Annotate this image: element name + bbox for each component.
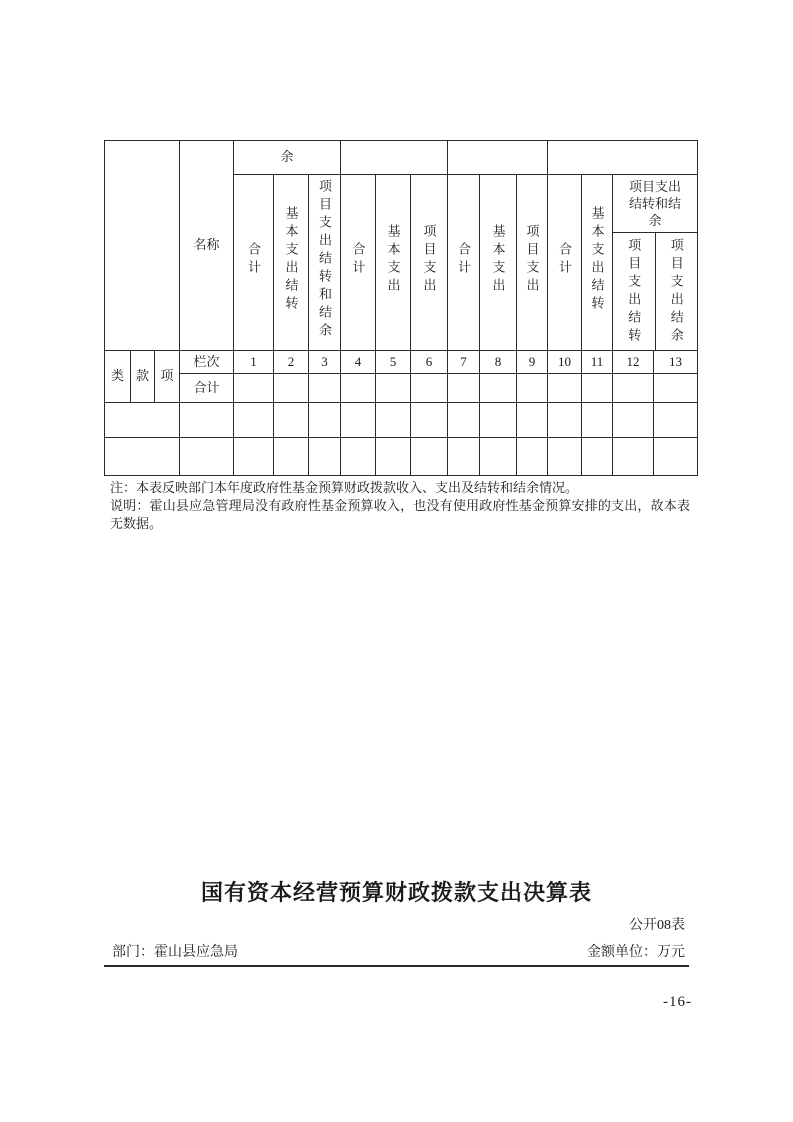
empty-row1-category-cell [105, 403, 180, 438]
empty-row1-name-cell [180, 403, 234, 438]
total-cell-6 [411, 374, 448, 403]
total-cell-9 [517, 374, 548, 403]
total-row-label-cell: 合计 [180, 374, 234, 403]
table-explanation: 说明：霍山县应急管理局没有政府性基金预算收入，也没有使用政府性基金预算安排的支出，故本表无数据。 [110, 498, 690, 531]
col-header-11 [582, 175, 613, 351]
col-header-12-label: 项目支出结转 [626, 237, 642, 346]
gov-fund-budget-table [104, 140, 698, 476]
col-header-4-label: 合计 [350, 242, 366, 279]
col-header-2 [274, 175, 309, 351]
empty-data-cell [654, 438, 698, 476]
col-header-13-label: 项目支出结余 [668, 237, 684, 346]
empty-data-cell [480, 403, 517, 438]
total-cell-11 [582, 374, 613, 403]
total-cell-4 [341, 374, 376, 403]
empty-row2-category-cell [105, 438, 180, 476]
empty-data-cell [448, 438, 480, 476]
empty-data-cell [480, 438, 517, 476]
col-header-9-label: 项目支出 [524, 224, 540, 297]
empty-data-cell [548, 438, 582, 476]
column-number-7: 7 [448, 351, 480, 374]
col-header-7-label: 合计 [456, 242, 472, 279]
col-header-2-label: 基本支出结转 [283, 206, 299, 315]
empty-row2-name-cell [180, 438, 234, 476]
col-header-6-label: 项目支出 [421, 224, 437, 297]
column-number-11: 11 [582, 351, 613, 374]
empty-data-cell [234, 438, 274, 476]
page-number: -16- [663, 994, 692, 1010]
total-cell-5 [376, 374, 411, 403]
empty-data-cell [613, 403, 654, 438]
column-number-5: 5 [376, 351, 411, 374]
empty-data-cell [341, 403, 376, 438]
subgroup-columns [613, 233, 697, 350]
empty-data-cell [376, 438, 411, 476]
table-meta-row [104, 941, 685, 961]
column-number-13: 13 [654, 351, 698, 374]
total-cell-12 [613, 374, 654, 403]
empty-data-cell [613, 438, 654, 476]
col-header-12 [613, 233, 655, 350]
empty-data-cell [517, 438, 548, 476]
empty-data-cell [654, 403, 698, 438]
column-number-1: 1 [234, 351, 274, 374]
empty-data-cell [274, 438, 309, 476]
col-header-5 [376, 175, 411, 351]
amount-unit-label: 金额单位：万元 [587, 945, 685, 960]
col-group-3 [448, 141, 548, 175]
empty-data-cell [411, 438, 448, 476]
next-table-title: 国有资本经营预算财政拨款支出决算表 [200, 880, 592, 905]
col-header-8-label: 基本支出 [490, 224, 506, 297]
empty-data-cell [582, 438, 613, 476]
total-cell-7 [448, 374, 480, 403]
col-header-1-label: 合计 [246, 242, 262, 279]
column-number-6: 6 [411, 351, 448, 374]
table-notes [110, 479, 690, 533]
dim-header-xiang: 项 [155, 351, 180, 403]
empty-data-cell [548, 403, 582, 438]
subgroup-container [613, 175, 697, 350]
dim-header-lei: 类 [105, 351, 131, 403]
empty-data-cell [448, 403, 480, 438]
col-header-10-label: 合计 [557, 242, 573, 279]
column-number-12: 12 [613, 351, 654, 374]
col-group-2 [341, 141, 448, 175]
col-header-13 [655, 233, 698, 350]
empty-data-cell [341, 438, 376, 476]
name-header-cell: 名称 [180, 141, 234, 351]
column-number-3: 3 [309, 351, 341, 374]
column-number-4: 4 [341, 351, 376, 374]
col-header-11-label: 基本支出结转 [589, 206, 605, 315]
col-header-1 [234, 175, 274, 351]
empty-data-cell [582, 403, 613, 438]
subgroup-label: 项目支出结转和结余 [629, 179, 682, 228]
col-header-6 [411, 175, 448, 351]
col-header-9 [517, 175, 548, 351]
lanci-header-cell: 栏次 [180, 351, 234, 374]
column-number-10: 10 [548, 351, 582, 374]
column-number-9: 9 [517, 351, 548, 374]
col-header-4 [341, 175, 376, 351]
total-cell-1 [234, 374, 274, 403]
col-header-3 [309, 175, 341, 351]
empty-data-cell [309, 403, 341, 438]
table-note: 注：本表反映部门本年度政府性基金预算财政拨款收入、支出及结转和结余情况。 [110, 480, 579, 495]
department-label: 部门：霍山县应急局 [112, 945, 238, 960]
column-number-8: 8 [480, 351, 517, 374]
col-header-5-label: 基本支出 [385, 224, 401, 297]
subgroup-project-carryover [613, 175, 698, 351]
total-cell-8 [480, 374, 517, 403]
col-group-yu: 余 [234, 141, 341, 175]
empty-data-cell [411, 403, 448, 438]
table-corner-cell [105, 141, 180, 351]
total-cell-2 [274, 374, 309, 403]
total-cell-10 [548, 374, 582, 403]
empty-data-cell [517, 403, 548, 438]
total-cell-3 [309, 374, 341, 403]
empty-data-cell [234, 403, 274, 438]
total-cell-13 [654, 374, 698, 403]
column-number-2: 2 [274, 351, 309, 374]
dim-header-kuan: 款 [131, 351, 155, 403]
empty-data-cell [309, 438, 341, 476]
table-code: 公开08表 [629, 918, 685, 933]
col-header-8 [480, 175, 517, 351]
empty-data-cell [274, 403, 309, 438]
empty-data-cell [376, 403, 411, 438]
col-header-10 [548, 175, 582, 351]
col-header-3-label: 项目支出结转和结余 [317, 179, 333, 342]
subgroup-label-cell [613, 175, 697, 233]
col-group-4 [548, 141, 698, 175]
header-divider-line [104, 965, 689, 967]
col-header-7 [448, 175, 480, 351]
